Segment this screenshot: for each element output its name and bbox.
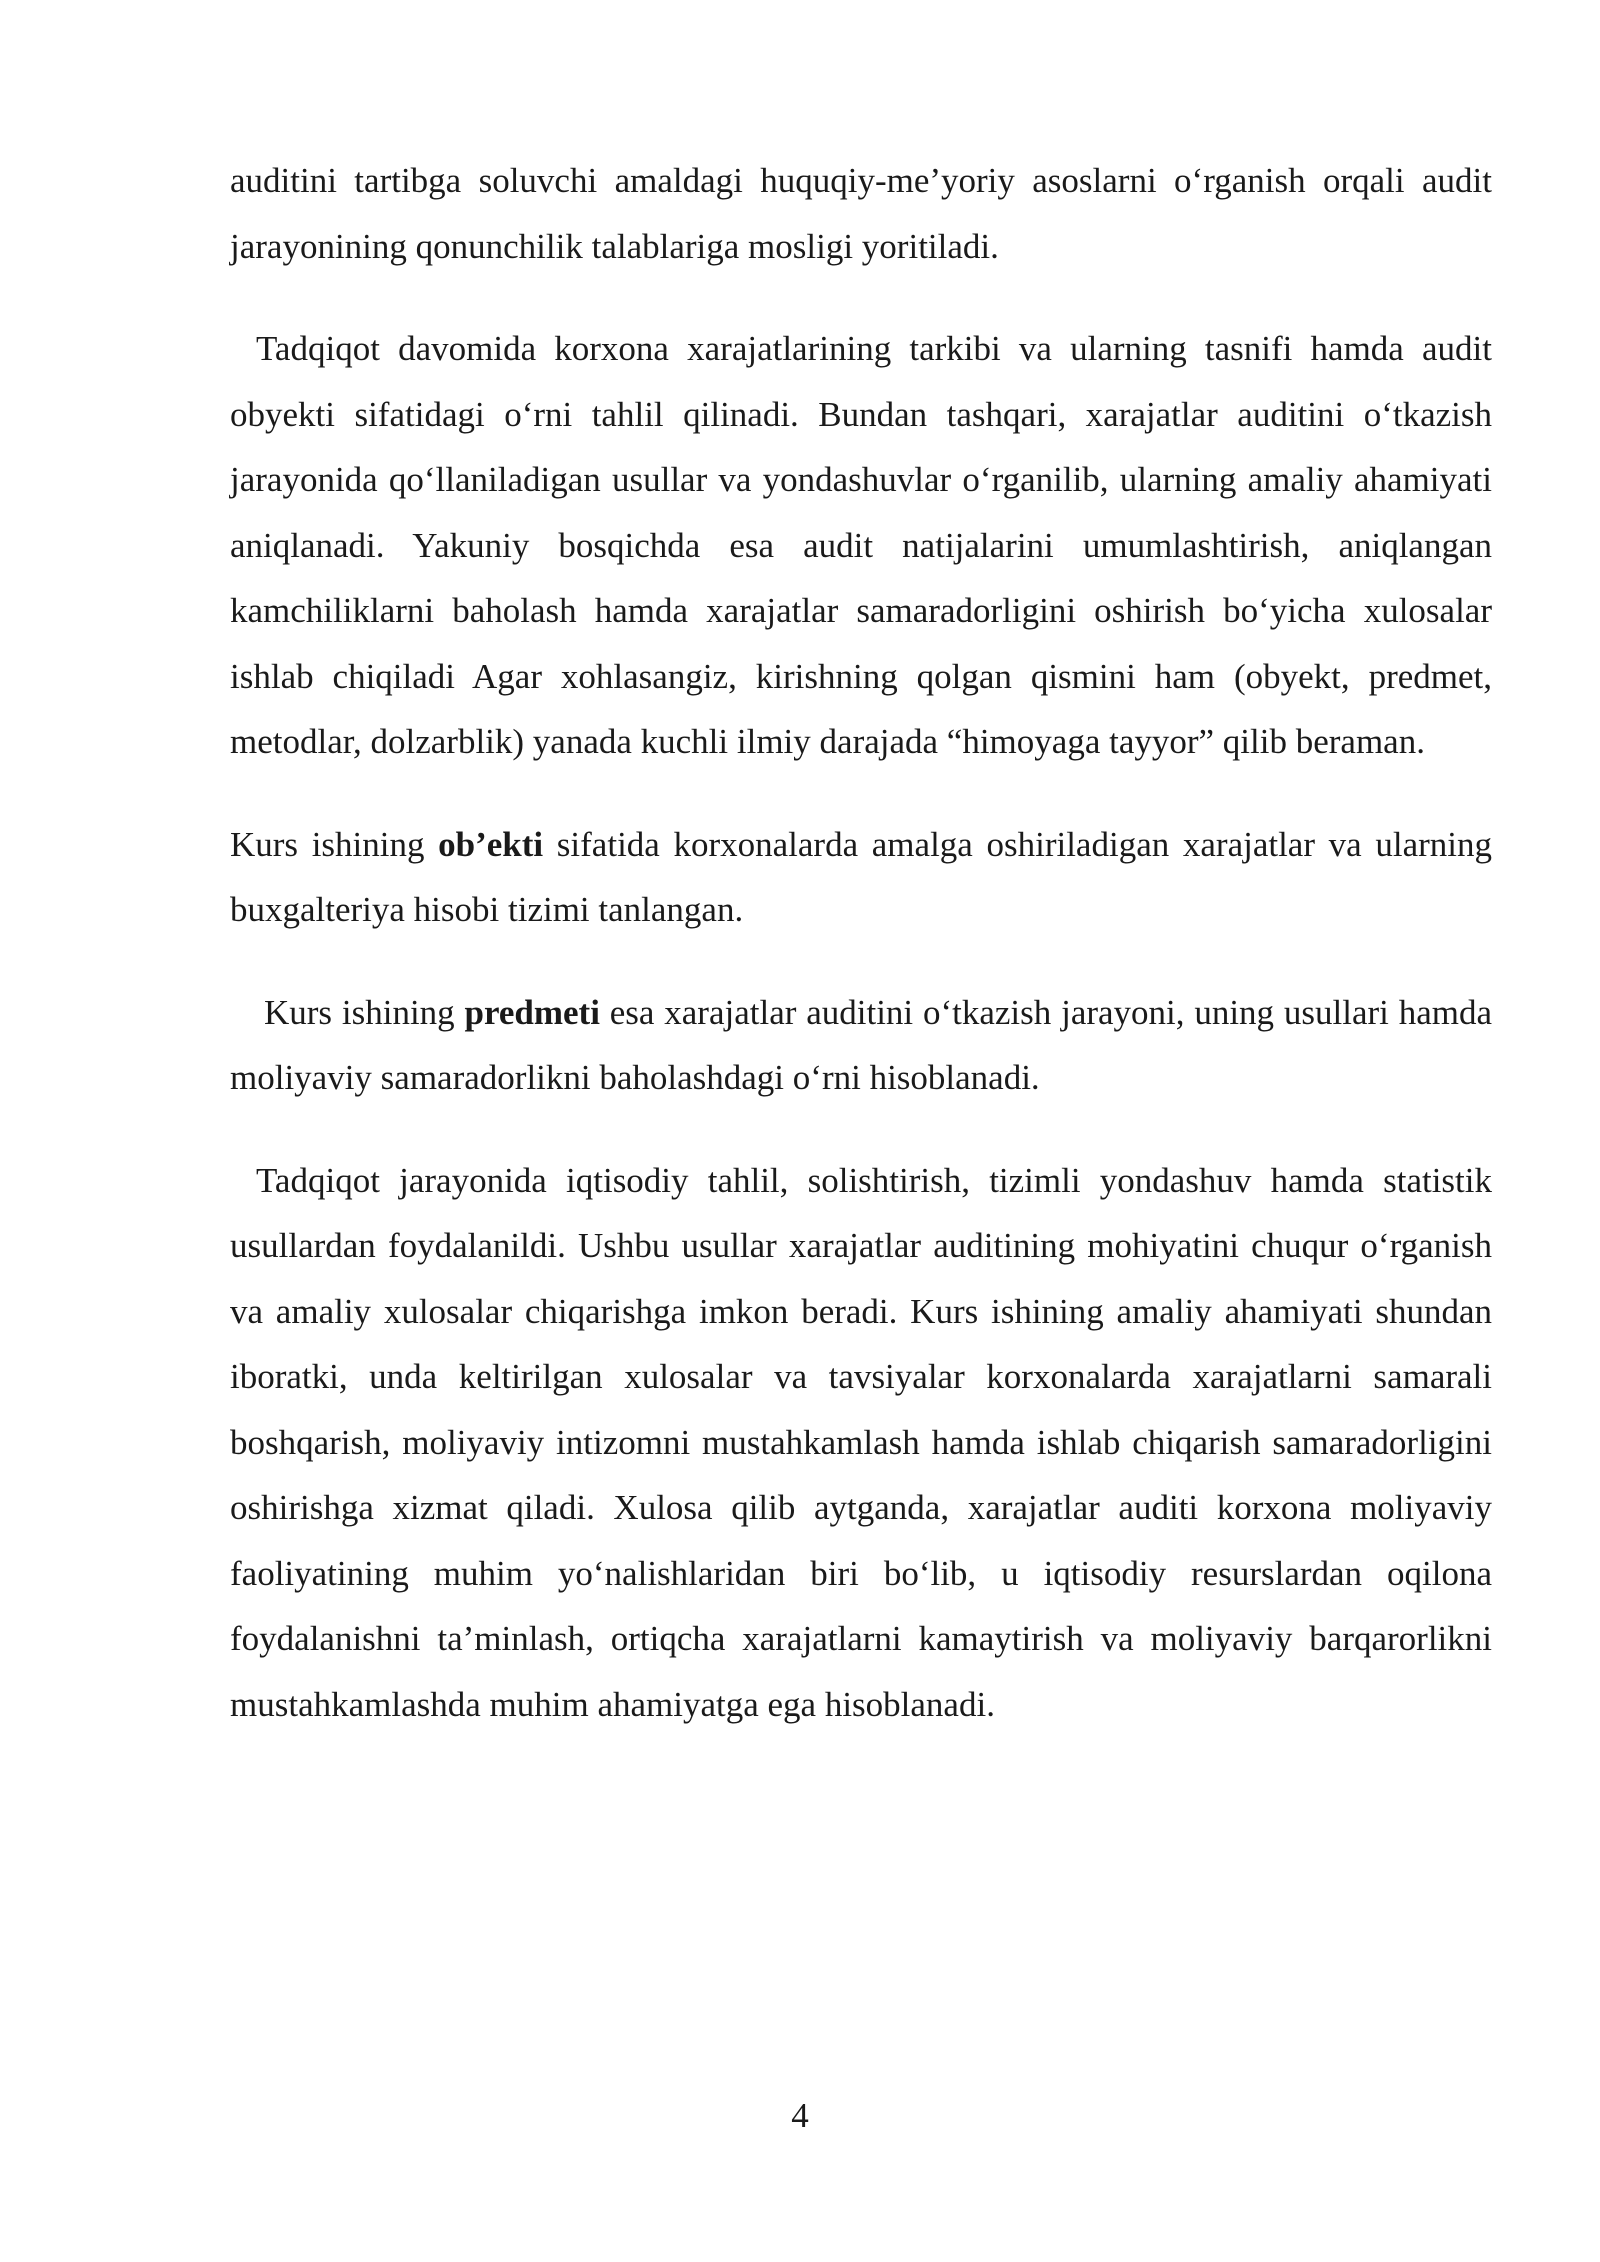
page-number: 4 [791, 2096, 809, 2135]
paragraph-legal-basis: auditini tartibga soluvchi amaldagi huquqiy-me’yoriy asoslarni o‘rganish orqali audit jarayonining qonunchilik talablariga mosligi yoritiladi. [230, 161, 1492, 266]
subject-text-after: esa xarajatlar auditini o‘tkazish jarayoni, uning usullari hamda moliyaviy samaradorlikni baholashdagi o‘rni hisoblanadi. [230, 992, 1492, 1097]
paragraph-object [230, 812, 1492, 943]
document-body [230, 148, 1492, 1774]
object-term: ob’ekti [438, 824, 544, 864]
paragraph-research-tasks: Tadqiqot davomida korxona xarajatlarining tarkibi va ularning tasnifi hamda audit obyekti sifatidagi o‘rni tahlil qilinadi. Bundan tashqari, xarajatlar auditini o‘tkazish jarayonida qo‘llaniladigan usullar va yondashuvlar o‘rganilib, ularning amaliy ahamiyati aniqlanadi. Yakuniy bosqichda esa audit natijalarini umumlashtirish, aniqlangan kamchiliklarni baholash hamda xarajatlar samaradorligini oshirish bo‘yicha xulosalar ishlab chiqiladi Agar xohlasangiz, kirishning qolgan qismini ham (obyekt, predmet, metodlar, dolzarblik) yanada kuchli ilmiy darajada “himoyaga tayyor” qilib beraman. [230, 329, 1492, 761]
subject-text-before: Kurs ishining [264, 992, 465, 1032]
object-text-after: sifatida korxonalarda amalga oshiriladigan xarajatlar va ularning buxgalteriya hisobi tizimi tanlangan. [230, 824, 1492, 929]
paragraph-methods-conclusion: Tadqiqot jarayonida iqtisodiy tahlil, solishtirish, tizimli yondashuv hamda statistik usullardan foydalanildi. Ushbu usullar xarajatlar auditining mohiyatini chuqur o‘rganish va amaliy xulosalar chiqarishga imkon beradi. Kurs ishining amaliy ahamiyati shundan iboratki, unda keltirilgan xulosalar va tavsiyalar korxonalarda xarajatlarni samarali boshqarish, moliyaviy intizomni mustahkamlash hamda ishlab chiqarish samaradorligini oshirishga xizmat qiladi. Xulosa qilib aytganda, xarajatlar auditi korxona moliyaviy faoliyatining muhim yo‘nalishlaridan biri bo‘lib, u iqtisodiy resurslardan oqilona foydalanishni ta’minlash, ortiqcha xarajatlarni kamaytirish va moliyaviy barqarorlikni mustahkamlashda muhim ahamiyatga ega hisoblanadi. [230, 1160, 1492, 1724]
object-text-before: Kurs ishining [230, 824, 439, 864]
paragraph-subject [230, 980, 1492, 1111]
subject-term: predmeti [464, 992, 600, 1032]
